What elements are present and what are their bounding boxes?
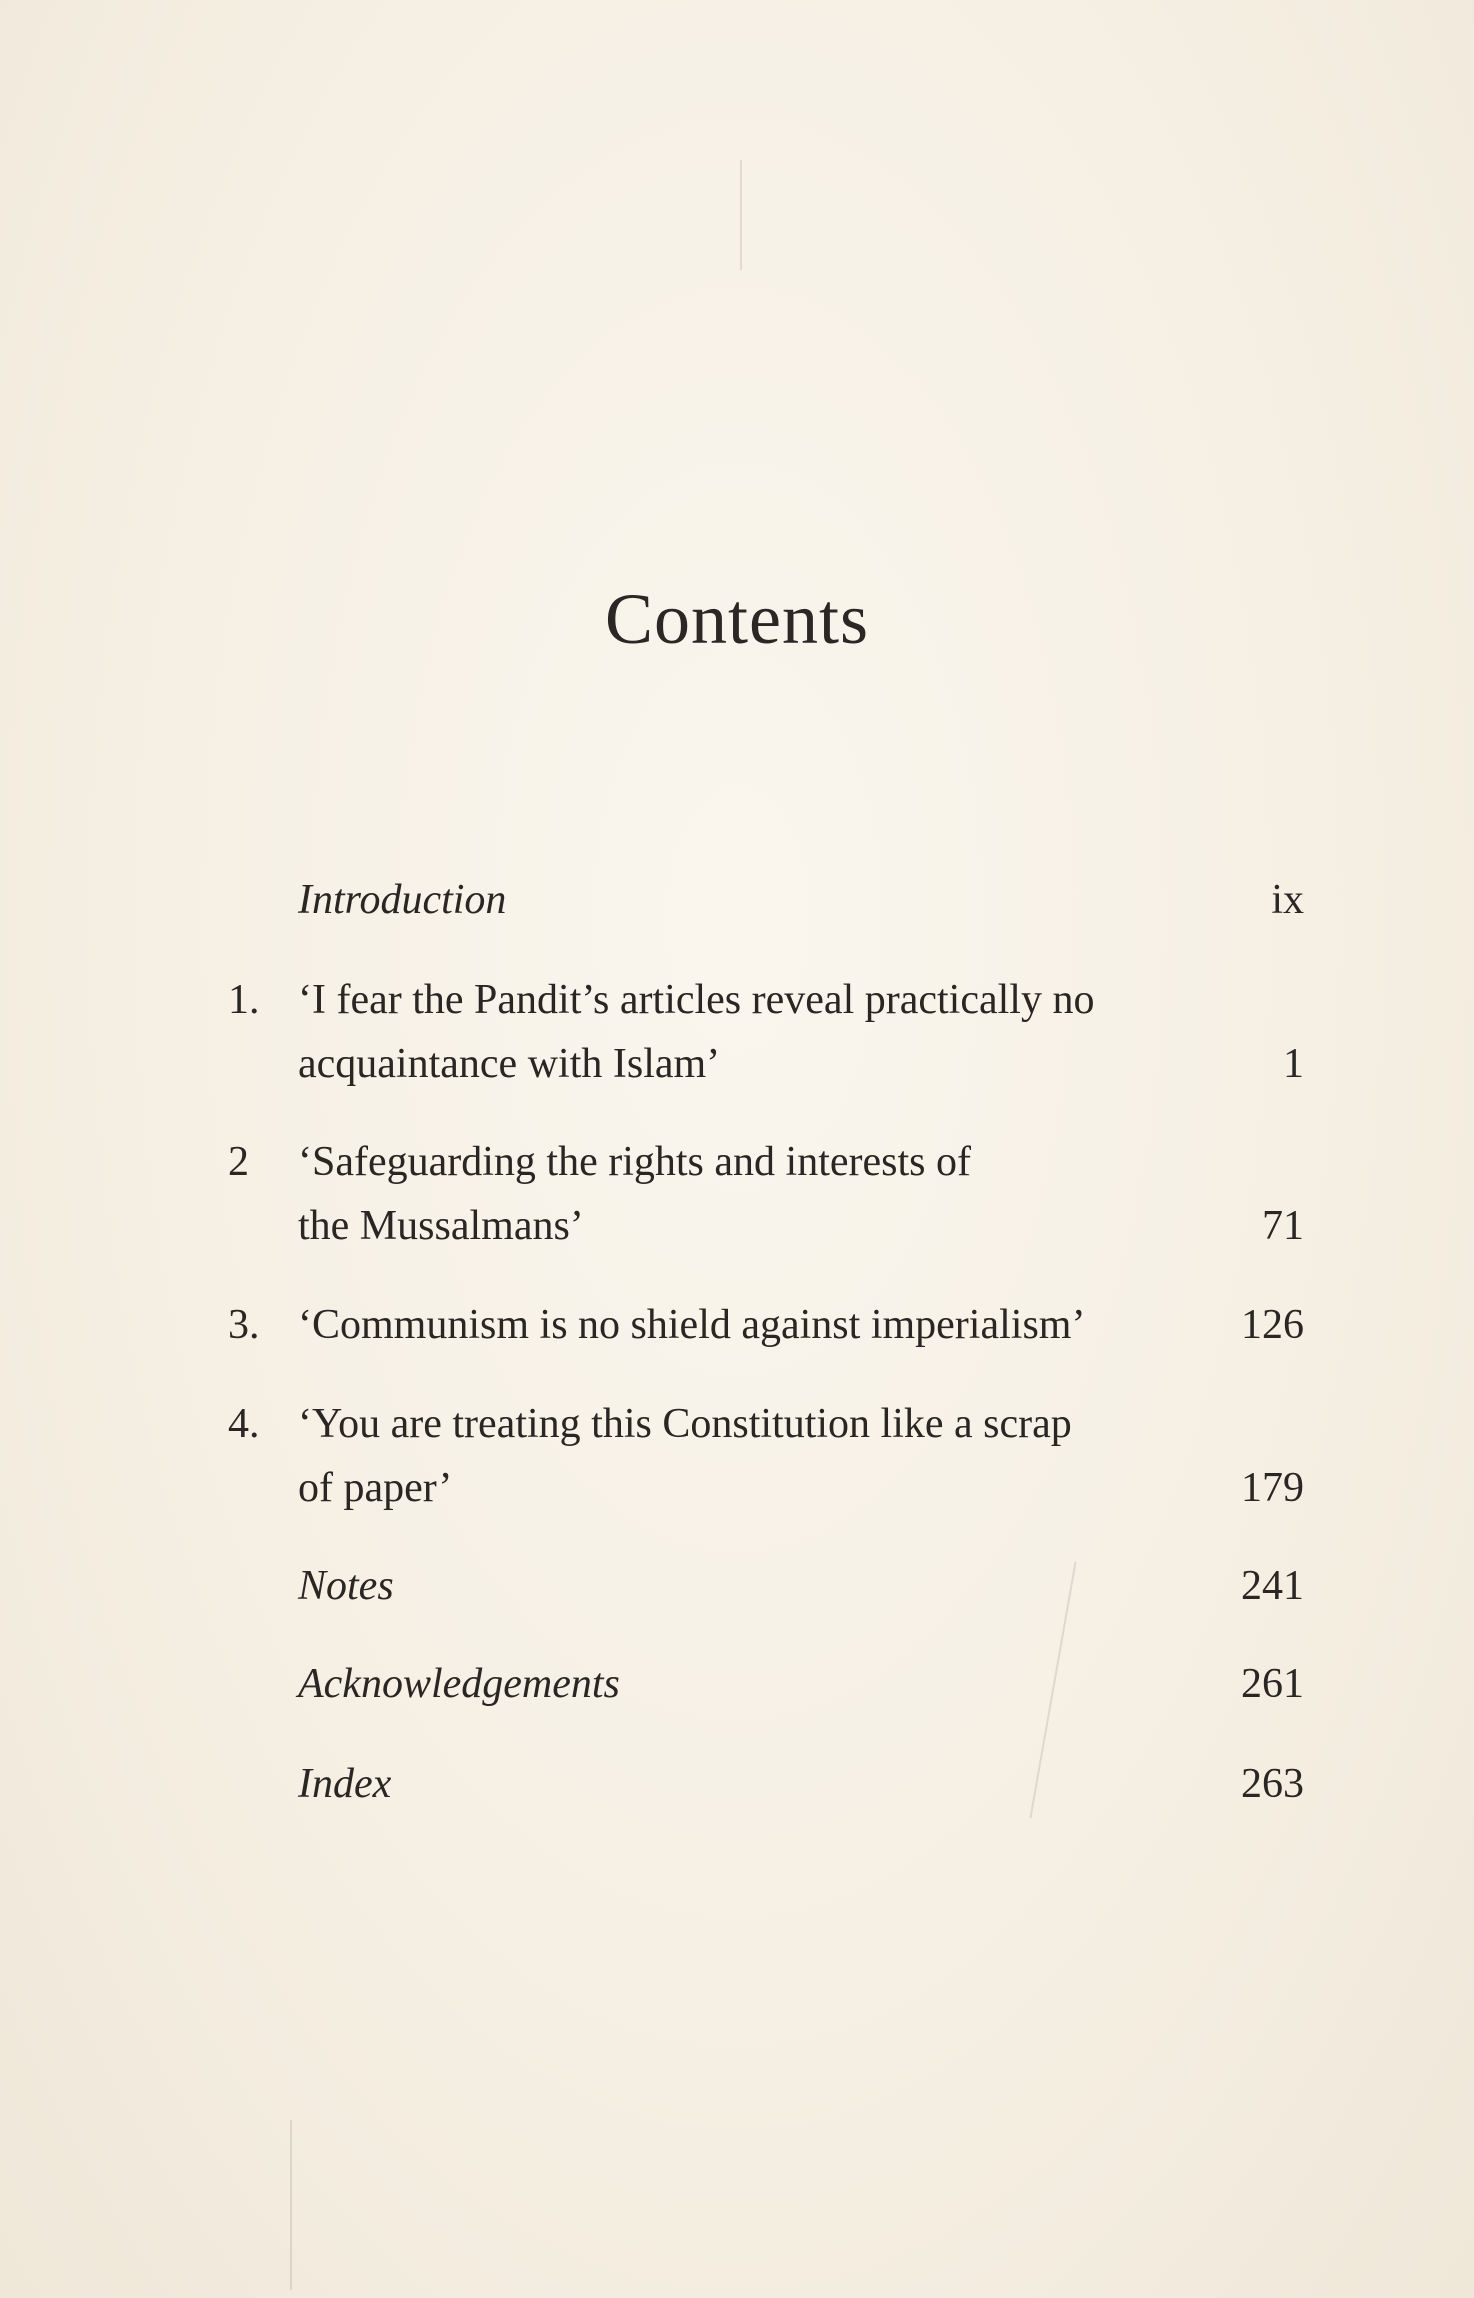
entry-title-line: Index bbox=[298, 1761, 392, 1807]
entry-title bbox=[298, 968, 1158, 1096]
entry-title-line: ‘I fear the Pandit’s articles reveal practically no bbox=[298, 977, 1095, 1023]
entry-page-number: 126 bbox=[1241, 1302, 1304, 1348]
entry-title-line: ‘You are treating this Constitution like a scrap bbox=[298, 1401, 1072, 1447]
page-title: Contents bbox=[604, 579, 869, 659]
entry-title-line: ‘Safeguarding the rights and interests of bbox=[298, 1139, 971, 1185]
entry-title bbox=[298, 1554, 1158, 1618]
entry-title bbox=[298, 1392, 1158, 1520]
paper-crease bbox=[290, 2120, 292, 2290]
entry-title-line: acquaintance with Islam’ bbox=[298, 1041, 721, 1087]
entry-page-number: 241 bbox=[1241, 1563, 1304, 1609]
entry-title bbox=[298, 1293, 1158, 1357]
entry-title-line: Acknowledgements bbox=[298, 1661, 620, 1707]
entry-title-line: of paper’ bbox=[298, 1465, 453, 1511]
entry-title bbox=[298, 1752, 1158, 1816]
entry-page-number: 179 bbox=[1241, 1465, 1304, 1511]
entry-title bbox=[298, 868, 1158, 932]
entry-title-line: ‘Communism is no shield against imperialism’ bbox=[298, 1302, 1086, 1348]
entry-title-line: Notes bbox=[298, 1563, 394, 1609]
entry-page-number: 261 bbox=[1241, 1661, 1304, 1707]
entry-page-number: 1 bbox=[1283, 1041, 1304, 1087]
entry-number: 3. bbox=[228, 1302, 260, 1348]
entry-number: 4. bbox=[228, 1401, 260, 1447]
entry-title-line: Introduction bbox=[298, 877, 507, 923]
entry-title bbox=[298, 1652, 1158, 1716]
entry-title-line: the Mussalmans’ bbox=[298, 1203, 584, 1249]
entry-number: 2 bbox=[228, 1139, 249, 1185]
paper-crease bbox=[740, 160, 742, 270]
entry-page-number: ix bbox=[1271, 877, 1304, 923]
entry-page-number: 263 bbox=[1241, 1761, 1304, 1807]
entry-number: 1. bbox=[228, 977, 260, 1023]
entry-page-number: 71 bbox=[1262, 1203, 1304, 1249]
entry-title bbox=[298, 1130, 1158, 1258]
